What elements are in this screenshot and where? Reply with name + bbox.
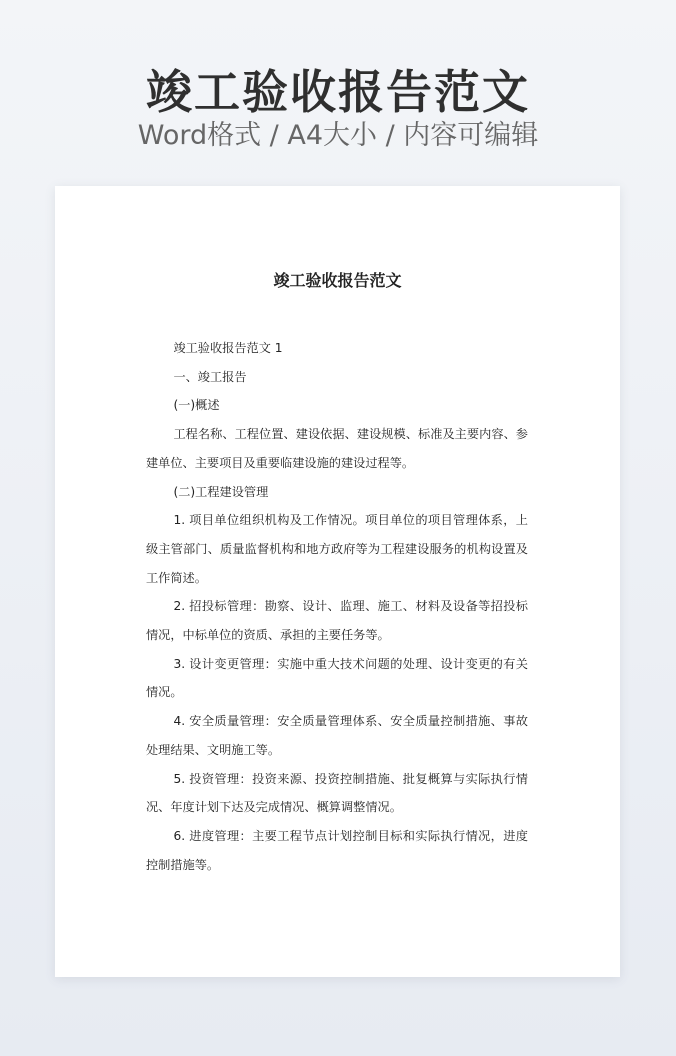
document-paragraph: 工程名称、工程位置、建设依据、建设规模、标准及主要内容、参建单位、主要项目及重要临建设施的建设过程等。 (146, 427, 528, 470)
document-paragraph: (二)工程建设管理 (173, 484, 269, 499)
document-paragraph: 一、竣工报告 (173, 369, 247, 384)
document-paragraph: 竣工验收报告范文 1 (173, 341, 283, 355)
document-paragraph: 3. 设计变更管理：实施中重大技术问题的处理、设计变更的有关情况。 (146, 656, 528, 700)
document-paragraph: 4. 安全质量管理：安全质量管理体系、安全质量控制措施、事故处理结果、文明施工等。 (146, 714, 528, 757)
document-body (146, 334, 528, 879)
document-paragraph: (一)概述 (173, 398, 220, 413)
page-title: 竣工验收报告范文 (146, 65, 530, 119)
document-page (55, 186, 620, 977)
document-paragraph: 5. 投资管理：投资来源、投资控制措施、批复概算与实际执行情况、年度计划下达及完成情况、概算调整情况。 (146, 771, 528, 815)
document-paragraph: 1. 项目单位组织机构及工作情况。项目单位的项目管理体系，上级主管部门、质量监督机构和地方政府等为工程建设服务的机构设置及工作简述。 (146, 513, 528, 585)
document-title: 竣工验收报告范文 (273, 271, 402, 290)
document-paragraph: 6. 进度管理：主要工程节点计划控制目标和实际执行情况，进度控制措施等。 (146, 828, 528, 872)
page-subtitle: Word格式 / A4大小 / 内容可编辑 (137, 120, 539, 151)
document-paragraph: 2. 招投标管理：勘察、设计、监理、施工、材料及设备等招投标情况，中标单位的资质、承担的主要任务等。 (146, 599, 528, 643)
